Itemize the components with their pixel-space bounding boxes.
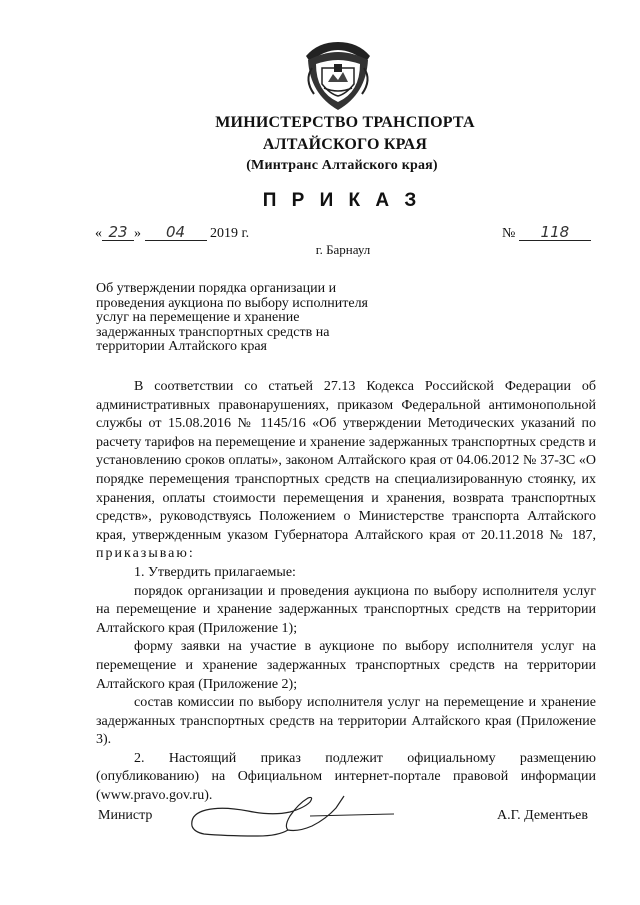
ministry-name-line1: МИНИСТЕРСТВО ТРАНСПОРТА xyxy=(215,114,475,131)
item-1-appendix-3: состав комиссии по выбору исполнителя услуг на перемещение и хранение задержанных транспортных средств на территории Алтайского края (Приложение 3). xyxy=(96,695,596,748)
document-type-heading: П Р И К А З xyxy=(262,190,422,211)
document-city: г. Барнаул xyxy=(315,242,371,257)
decree-colon: : xyxy=(188,546,193,562)
ministry-name-line2: АЛТАЙСКОГО КРАЯ xyxy=(262,136,428,153)
date-day: 23 xyxy=(102,224,134,241)
ministry-short-name: (Минтранс Алтайского края) xyxy=(246,158,438,173)
item-1: 1. Утвердить прилагаемые: xyxy=(134,564,296,580)
document-subject: Об утверждении порядка организации и проведения аукциона по выбору исполнителя услуг на перемещение и хранение задержанных транспортных средств на территории Алтайского края xyxy=(96,281,368,354)
document-number xyxy=(502,224,591,242)
date-open-quote: « xyxy=(95,226,102,241)
handwritten-signature xyxy=(186,784,396,854)
document-date xyxy=(95,224,249,242)
coat-of-arms-emblem xyxy=(300,38,376,114)
number-label: № xyxy=(502,226,516,241)
signatory-name: А.Г. Дементьев xyxy=(497,808,588,823)
preamble-text: В соответствии со статьей 27.13 Кодекса Российской Федерации об административных правонарушениях, приказом Федеральной антимонопольной службы от 15.08.2016 № 1145/16 «Об утверждении Методических указаний по расчету тарифов на перемещение и хранение задержанных транспортных средств и установлению сроков оплаты», законом Алтайского края от 04.06.2012 № 37-ЗС «О порядке перемещения транспортных средств на специализированную стоянку, их хранения, оплаты стоимости перемещения и хранения, возврата транспортных средств», руководствуясь Положением о Министерстве транспорта Алтайского края, утвержденным указом Губернатора Алтайского края от 20.11.2018 № 187, xyxy=(96,379,596,543)
item-1-appendix-1: порядок организации и проведения аукциона по выбору исполнителя услуг на перемещение и хранение задержанных транспортных средств на территории Алтайского края (Приложение 1); xyxy=(96,583,596,636)
date-close-quote: » xyxy=(134,226,141,241)
decree-word: приказываю xyxy=(96,546,189,562)
signatory-title: Министр xyxy=(98,808,153,823)
date-month: 04 xyxy=(145,224,207,241)
item-2: 2. Настоящий приказ подлежит официальному размещению (опубликованию) на Официальном интернет-портале правовой информации (www.pravo.gov.ru). xyxy=(96,750,596,804)
number-value: 118 xyxy=(519,224,591,241)
date-year: 2019 г. xyxy=(210,226,250,241)
document-body xyxy=(96,378,596,806)
preamble-paragraph xyxy=(96,378,596,564)
item-1-appendix-2: форму заявки на участие в аукционе по выбору исполнителя услуг на перемещение и хранение задержанных транспортных средств на территории Алтайского края (Приложение 2); xyxy=(96,639,596,692)
